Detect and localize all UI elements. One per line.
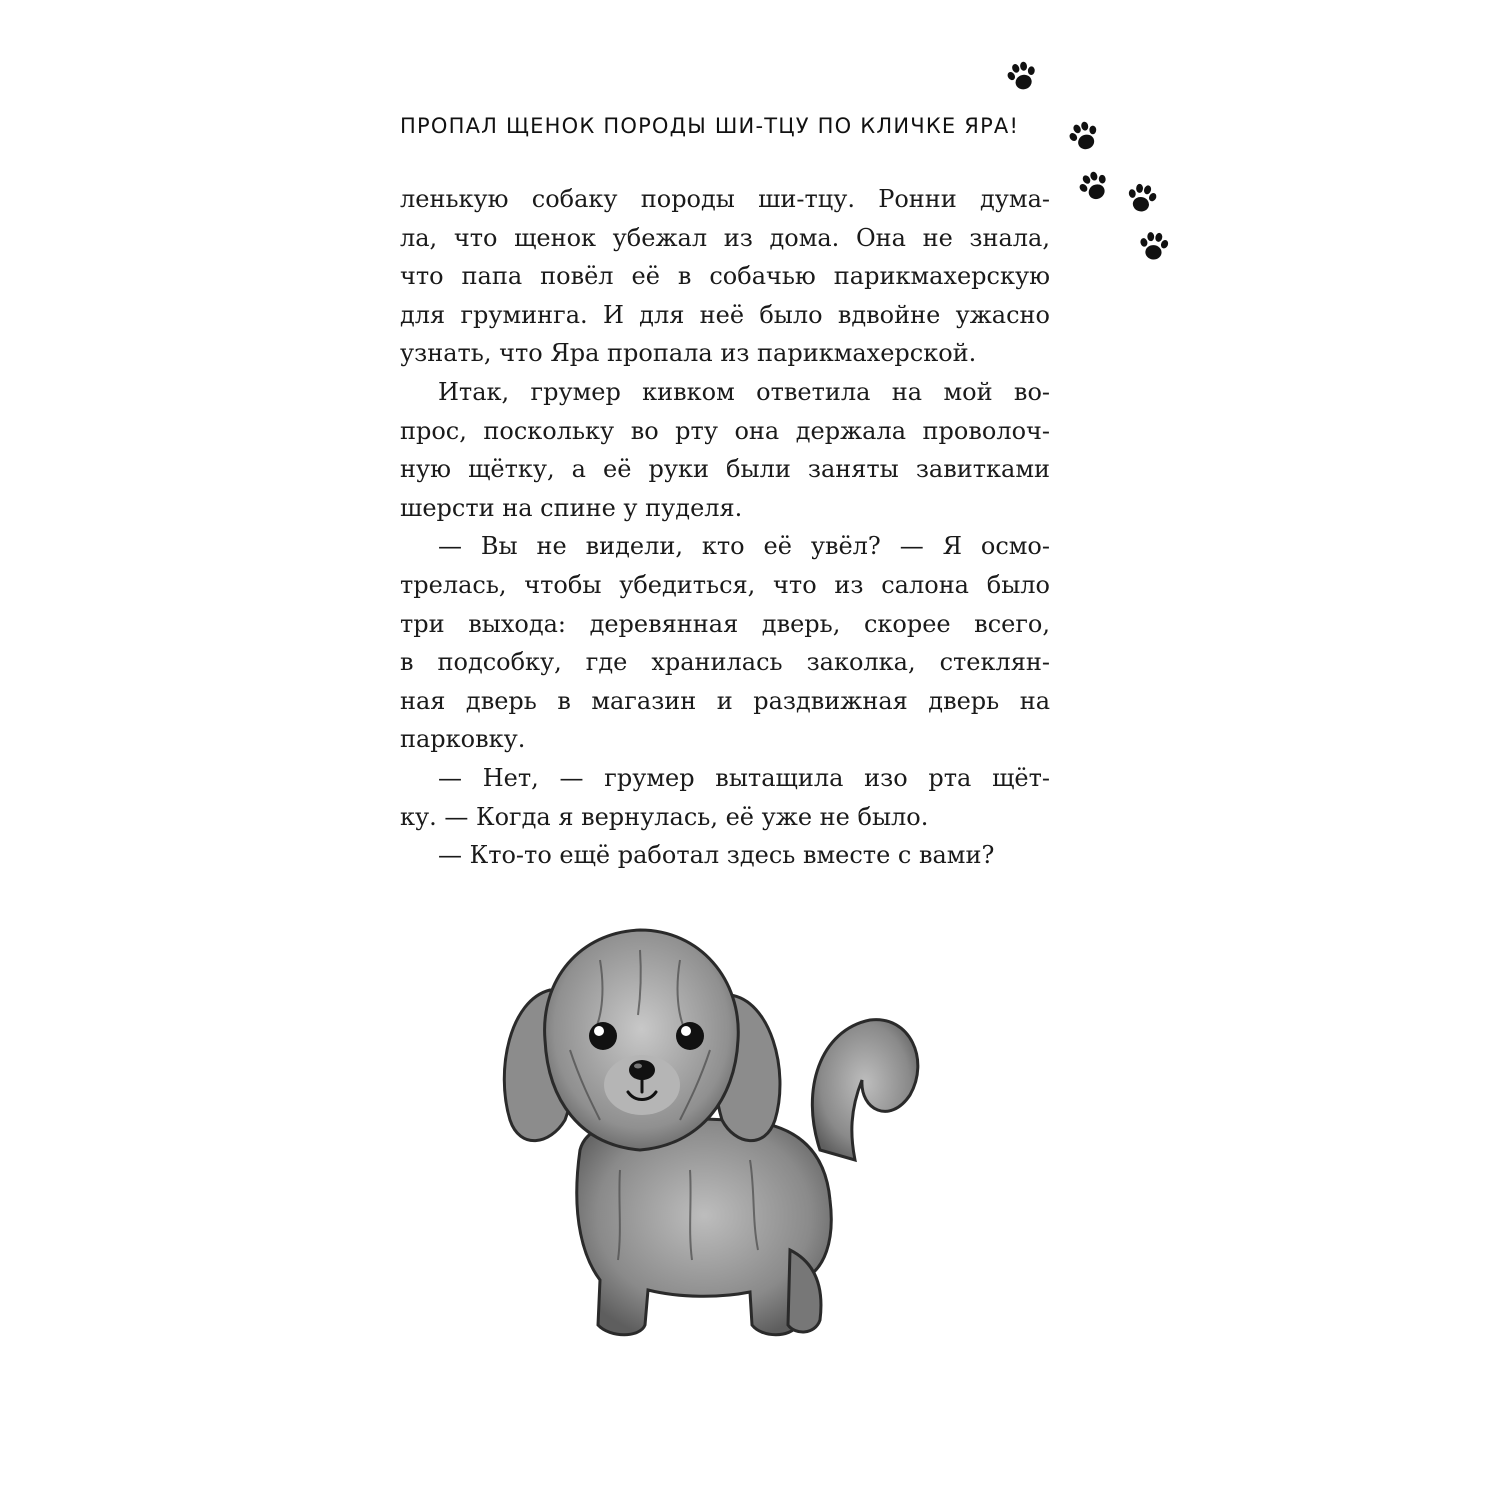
- text-line: прос, поскольку во рту она держала проволоч-: [400, 416, 1050, 445]
- paw-print-icon: [1061, 113, 1107, 159]
- text-line: — Нет, — грумер вытащила изо рта щёт-: [438, 763, 1050, 792]
- paragraph: [400, 836, 1050, 875]
- text-line: ку. — Когда я вернулась, её уже не было.: [400, 802, 929, 831]
- dog-nose: [629, 1060, 655, 1080]
- dog-left-eye: [589, 1022, 617, 1050]
- text-line: — Кто-то ещё работал здесь вместе с вами?: [438, 841, 995, 870]
- text-line: трелась, чтобы убедиться, что из салона было: [400, 570, 1050, 599]
- text-line: что папа повёл её в собачью парикмахерскую: [400, 262, 1050, 291]
- dog-tail: [812, 1020, 918, 1160]
- text-line: три выхода: деревянная дверь, скорее всего,: [400, 609, 1050, 638]
- paw-print-icon: [1134, 226, 1173, 265]
- text-line: в подсобку, где хранилась заколка, стеклян-: [400, 648, 1050, 677]
- paragraph: [400, 759, 1050, 836]
- paragraph: [400, 373, 1050, 527]
- text-line: парковку.: [400, 725, 526, 754]
- text-line: Итак, грумер кивком ответила на мой во-: [438, 377, 1050, 406]
- text-line: ная дверь в магазин и раздвижная дверь на: [400, 686, 1050, 715]
- paw-print-icon: [1000, 54, 1044, 98]
- body-text: [400, 180, 1050, 875]
- dog-right-eye: [676, 1022, 704, 1050]
- text-line: шерсти на спине у пуделя.: [400, 493, 743, 522]
- text-line: ла, что щенок убежал из дома. Она не знала,: [400, 223, 1050, 252]
- paragraph: [400, 180, 1050, 373]
- text-line: — Вы не видели, кто её увёл? — Я осмо-: [438, 532, 1050, 561]
- text-line: ленькую собаку породы ши-тцу. Ронни дума-: [400, 185, 1050, 213]
- text-line: для груминга. И для неё было вдвойне ужасно: [400, 300, 1050, 329]
- running-head: ПРОПАЛ ЩЕНОК ПОРОДЫ ШИ-ТЦУ ПО КЛИЧКЕ ЯРА!: [400, 114, 1020, 138]
- text-line: ную щётку, а её руки были заняты завитками: [400, 455, 1050, 484]
- paw-print-icon: [1070, 162, 1118, 210]
- shih-tzu-puppy-illustration: [490, 920, 930, 1350]
- paw-print-icon: [1121, 177, 1163, 219]
- text-line: узнать, что Яра пропала из парикмахерской.: [400, 339, 977, 368]
- paragraph: [400, 527, 1050, 759]
